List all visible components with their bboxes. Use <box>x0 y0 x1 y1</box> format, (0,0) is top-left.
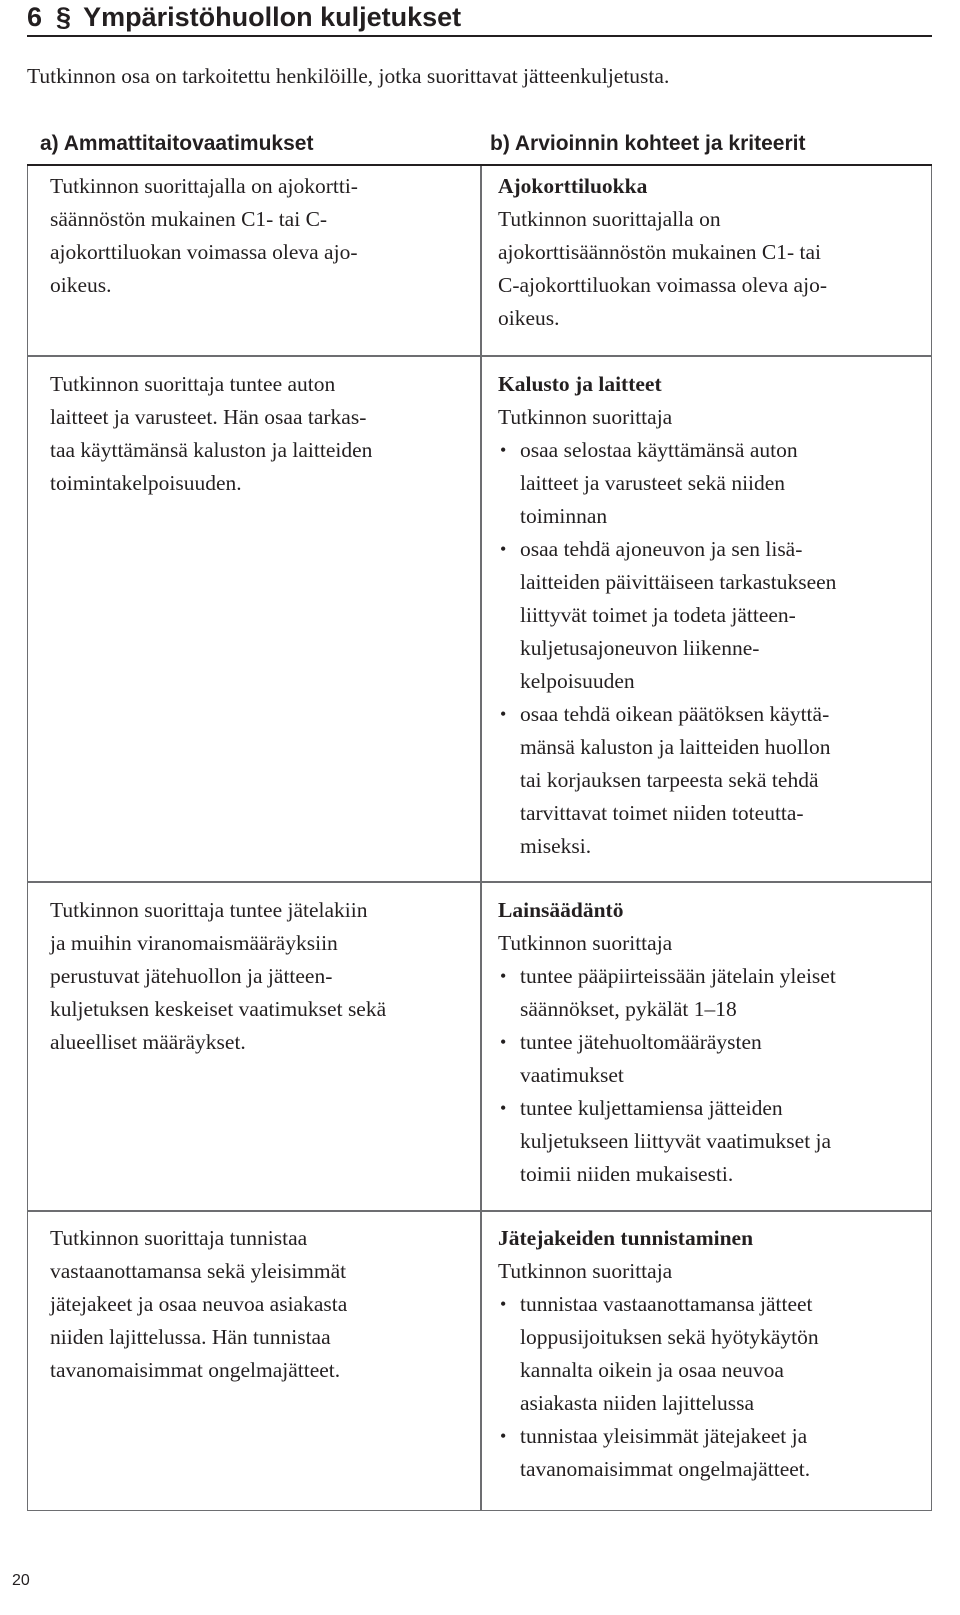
text-line: oikeus. <box>50 273 112 297</box>
criteria-heading: Lainsäädäntö <box>498 898 624 922</box>
text-line: tavanomaisimmat ongelmajätteet. <box>520 1457 811 1481</box>
row-4-requirement <box>50 1222 347 1387</box>
text-line: Tutkinnon suorittaja tuntee auton <box>50 372 336 396</box>
criteria-heading: Jätejakeiden tunnistaminen <box>498 1226 754 1250</box>
bullet-icon: • <box>500 966 507 986</box>
text-line: Tutkinnon suorittajalla on ajokortti- <box>50 174 358 198</box>
row-3-criteria <box>498 894 836 1191</box>
text-line: ajokorttiluokan voimassa oleva ajo- <box>50 240 358 264</box>
text-line: vastaanottamansa sekä yleisimmät <box>50 1259 347 1283</box>
text-line: tai korjauksen tarpeesta sekä tehdä <box>520 768 819 792</box>
text-line: Tutkinnon suorittajalla on <box>498 207 721 231</box>
text-line: vaatimukset <box>520 1063 624 1087</box>
text-line: mänsä kaluston ja laitteiden huollon <box>520 735 831 759</box>
row-2-criteria <box>498 368 836 863</box>
text-line: tarvittavat toimet niiden toteutta- <box>520 801 804 825</box>
text-line: kuljetusajoneuvon liikenne- <box>520 636 760 660</box>
bullet-item <box>498 960 836 1026</box>
text-line: Tutkinnon suorittaja tuntee jätelakiin <box>50 898 368 922</box>
bullet-item <box>498 1420 819 1486</box>
text-line: tavanomaisimmat ongelmajätteet. <box>50 1358 341 1382</box>
text-line: miseksi. <box>520 834 592 858</box>
row-divider <box>28 881 931 883</box>
bullet-icon: • <box>500 539 507 559</box>
column-header-requirements: a) Ammattitaitovaatimukset <box>40 132 314 155</box>
text-line: perustuvat jätehuollon ja jätteen- <box>50 964 333 988</box>
text-line: tuntee jätehuoltomääräysten <box>520 1030 762 1054</box>
section-number: 6 <box>27 2 43 32</box>
text-line: laitteet ja varusteet. Hän osaa tarkas- <box>50 405 367 429</box>
bullet-item <box>498 698 836 863</box>
bullet-icon: • <box>500 440 507 460</box>
page-title <box>27 0 932 37</box>
column-divider <box>480 166 482 1510</box>
section-symbol: § <box>56 2 72 32</box>
row-1-criteria <box>498 170 827 335</box>
text-line: Tutkinnon suorittaja <box>498 931 673 955</box>
text-line: laitteiden päivittäiseen tarkastukseen <box>520 570 837 594</box>
text-line: kelpoisuuden <box>520 669 635 693</box>
bullet-icon: • <box>500 1032 507 1052</box>
row-2-requirement <box>50 368 372 500</box>
row-divider <box>28 355 931 357</box>
row-divider <box>28 1210 931 1212</box>
text-line: säännökset, pykälät 1–18 <box>520 997 737 1021</box>
text-line: alueelliset määräykset. <box>50 1030 246 1054</box>
criteria-heading: Kalusto ja laitteet <box>498 372 662 396</box>
text-line: osaa tehdä ajoneuvon ja sen lisä- <box>520 537 803 561</box>
bullet-item <box>498 434 836 533</box>
text-line: Tutkinnon suorittaja <box>498 405 673 429</box>
text-line: laitteet ja varusteet sekä niiden <box>520 471 786 495</box>
text-line: osaa tehdä oikean päätöksen käyttä- <box>520 702 830 726</box>
criteria-heading: Ajokorttiluokka <box>498 174 648 198</box>
text-line: ja muihin viranomaismääräyksiin <box>50 931 338 955</box>
bullet-item <box>498 1092 836 1191</box>
text-line: kannalta oikein ja osaa neuvoa <box>520 1358 784 1382</box>
text-line: toiminnan <box>520 504 608 528</box>
bullet-item <box>498 1026 836 1092</box>
bullet-icon: • <box>500 704 507 724</box>
section-title: Ympäristöhuollon kuljetukset <box>83 2 462 32</box>
text-line: ajokorttisäännöstön mukainen C1- tai <box>498 240 822 264</box>
bullet-item <box>498 1288 819 1420</box>
text-line: Tutkinnon suorittaja <box>498 1259 673 1283</box>
text-line: säännöstön mukainen C1- tai C- <box>50 207 328 231</box>
bullet-icon: • <box>500 1294 507 1314</box>
intro-text: Tutkinnon osa on tarkoitettu henkilöille, jotka suorittavat jätteenkuljetusta. <box>27 64 670 88</box>
text-line: Tutkinnon suorittaja tunnistaa <box>50 1226 308 1250</box>
text-line: toimii niiden mukaisesti. <box>520 1162 734 1186</box>
requirements-table <box>27 166 932 1511</box>
row-1-requirement <box>50 170 358 302</box>
text-line: C-ajokorttiluokan voimassa oleva ajo- <box>498 273 827 297</box>
text-line: osaa selostaa käyttämänsä auton <box>520 438 798 462</box>
text-line: kuljetukseen liittyvät vaatimukset ja <box>520 1129 832 1153</box>
text-line: oikeus. <box>498 306 560 330</box>
bullet-item <box>498 533 836 698</box>
text-line: liittyvät toimet ja todeta jätteen- <box>520 603 796 627</box>
text-line: asiakasta niiden lajittelussa <box>520 1391 755 1415</box>
bullet-icon: • <box>500 1098 507 1118</box>
text-line: jätejakeet ja osaa neuvoa asiakasta <box>50 1292 348 1316</box>
column-header-assessment: b) Arvioinnin kohteet ja kriteerit <box>490 132 806 155</box>
text-line: loppusijoituksen sekä hyötykäytön <box>520 1325 819 1349</box>
row-4-criteria <box>498 1222 819 1486</box>
text-line: tunnistaa vastaanottamansa jätteet <box>520 1292 813 1316</box>
text-line: niiden lajittelussa. Hän tunnistaa <box>50 1325 331 1349</box>
text-line: kuljetuksen keskeiset vaatimukset sekä <box>50 997 387 1021</box>
text-line: tuntee kuljettamiensa jätteiden <box>520 1096 783 1120</box>
bullet-icon: • <box>500 1426 507 1446</box>
text-line: taa käyttämänsä kaluston ja laitteiden <box>50 438 373 462</box>
page-number: 20 <box>12 1572 30 1589</box>
text-line: toimintakelpoisuuden. <box>50 471 242 495</box>
text-line: tuntee pääpiirteissään jätelain yleiset <box>520 964 836 988</box>
text-line: tunnistaa yleisimmät jätejakeet ja <box>520 1424 808 1448</box>
row-3-requirement <box>50 894 386 1059</box>
